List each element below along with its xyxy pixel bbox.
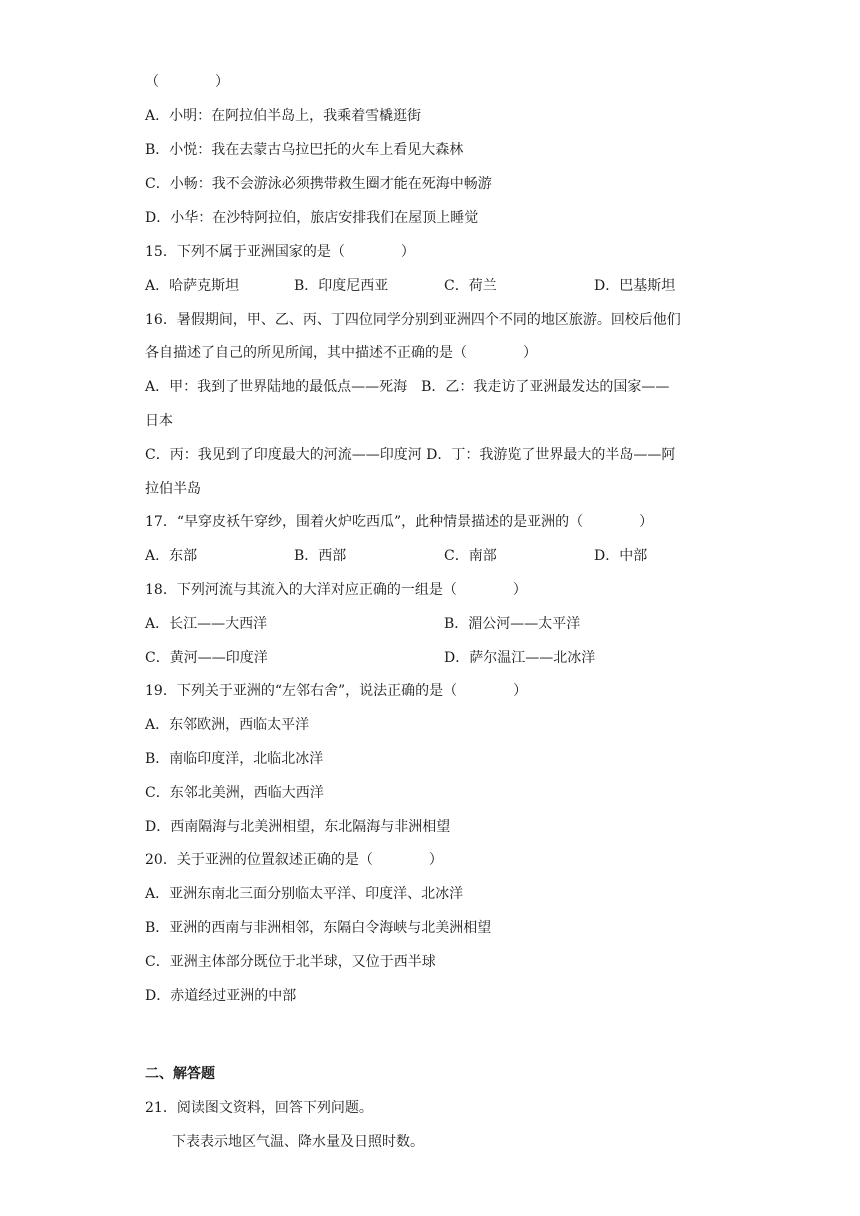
- q17-option-a: A．东部: [145, 548, 198, 564]
- q15-option-c: C．荷兰: [444, 278, 497, 294]
- q16-options-cd: C．丙：我见到了印度最大的河流——印度河 D．丁：我游览了世界最大的半岛——阿: [145, 447, 676, 463]
- question-15: 15．下列不属于亚洲国家的是（ ）: [145, 244, 415, 260]
- question-14-blank: （ ）: [145, 74, 229, 90]
- section-title: 二、解答题: [145, 1066, 215, 1082]
- q14-option-d: D．小华：在沙特阿拉伯，旅店安排我们在屋顶上睡觉: [145, 210, 479, 226]
- q19-option-a: A．东邻欧洲，西临太平洋: [145, 717, 310, 733]
- q19-option-d: D．西南隔海与北美洲相望，东北隔海与非洲相望: [145, 819, 451, 835]
- q17-option-d: D．中部: [594, 548, 648, 564]
- question-16-cont: 各自描述了自己的所见所闻，其中描述不正确的是（ ）: [145, 345, 537, 361]
- q18-option-b: B．湄公河——太平洋: [444, 616, 581, 632]
- q17-option-c: C．南部: [444, 548, 497, 564]
- q19-option-b: B．南临印度洋，北临北冰洋: [145, 751, 324, 767]
- q15-option-a: A．哈萨克斯坦: [145, 278, 240, 294]
- q15-option-d: D．巴基斯坦: [594, 278, 676, 294]
- q15-option-b: B．印度尼西亚: [294, 278, 389, 294]
- question-21: 21．阅读图文资料，回答下列问题。: [145, 1100, 373, 1116]
- q16-options-cd-cont: 拉伯半岛: [145, 481, 201, 497]
- q14-option-c: C．小畅：我不会游泳必须携带救生圈才能在死海中畅游: [145, 176, 492, 192]
- question-18: 18．下列河流与其流入的大洋对应正确的一组是（ ）: [145, 582, 527, 598]
- q20-option-b: B．亚洲的西南与非洲相邻，东隔白令海峡与北美洲相望: [145, 920, 492, 936]
- question-16: 16．暑假期间，甲、乙、丙、丁四位同学分别到亚洲四个不同的地区旅游。回校后他们: [145, 312, 681, 328]
- q14-option-a: A．小明：在阿拉伯半岛上，我乘着雪橇逛街: [145, 108, 422, 124]
- q19-option-c: C．东邻北美洲，西临大西洋: [145, 785, 324, 801]
- question-19: 19．下列关于亚洲的“左邻右舍”，说法正确的是（ ）: [145, 683, 528, 699]
- q21-description: 下表表示地区气温、降水量及日照时数。: [172, 1134, 424, 1150]
- q17-option-b: B．西部: [294, 548, 347, 564]
- q14-option-b: B．小悦：我在去蒙古乌拉巴托的火车上看见大森林: [145, 142, 464, 158]
- q20-option-d: D．赤道经过亚洲的中部: [145, 988, 297, 1004]
- q18-option-d: D．萨尔温江——北冰洋: [444, 650, 596, 666]
- question-17: 17．“早穿皮袄午穿纱，围着火炉吃西瓜”，此种情景描述的是亚洲的（ ）: [145, 514, 654, 530]
- q18-option-a: A．长江——大西洋: [145, 616, 268, 632]
- q16-options-ab-cont: 日本: [145, 413, 173, 429]
- q16-options-ab: A．甲：我到了世界陆地的最低点——死海 B．乙：我走访了亚洲最发达的国家——: [145, 379, 670, 395]
- q18-option-c: C．黄河——印度洋: [145, 650, 268, 666]
- question-20: 20．关于亚洲的位置叙述正确的是（ ）: [145, 852, 443, 868]
- q20-option-a: A．亚洲东南北三面分别临太平洋、印度洋、北冰洋: [145, 886, 464, 902]
- q20-option-c: C．亚洲主体部分既位于北半球，又位于西半球: [145, 954, 436, 970]
